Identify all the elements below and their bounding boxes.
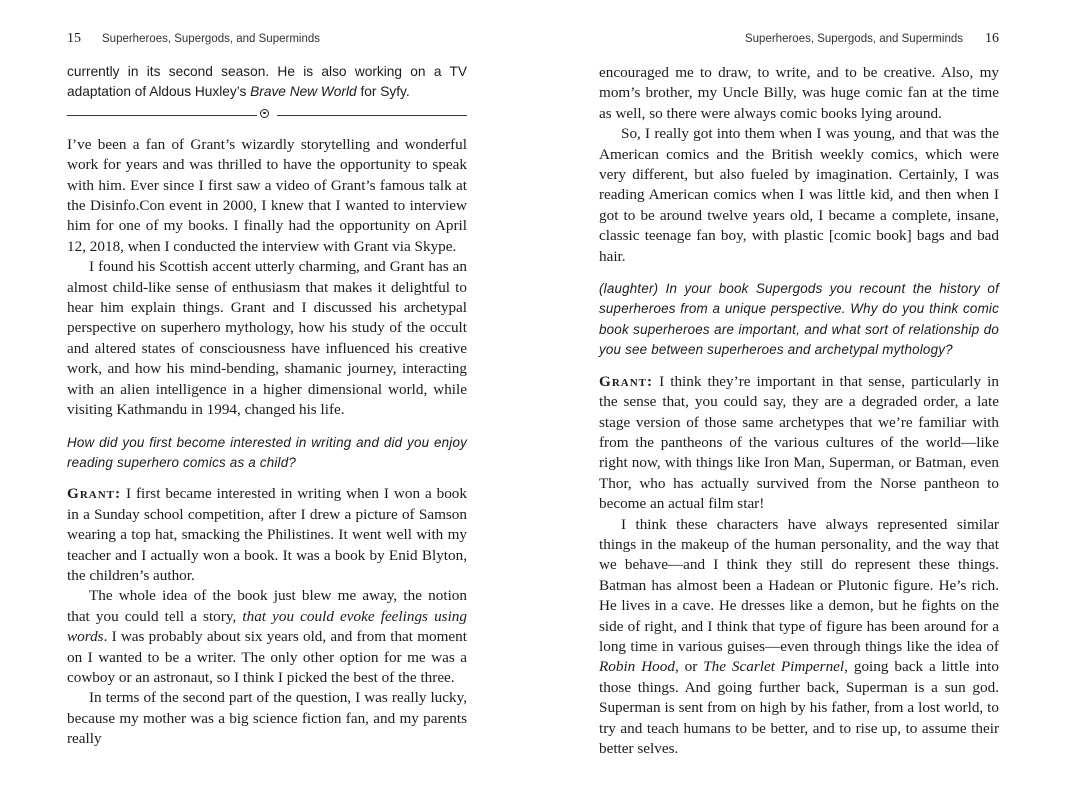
left-running-head bbox=[67, 31, 320, 49]
answer-2-emphasis: that you could evoke feelings using words bbox=[67, 607, 467, 646]
continued-paragraph-2: So, I really got into them when I was young, and that was the American comics and the British weekly comics, which were very different, but also fueled by imagination. Certainly, I was reading American comics when I was little kid, and then when I got to be around twelve years old, I became a complete, insane, classic teenage fan boy, with plastic [comic book] bags and bad hair. bbox=[599, 125, 999, 265]
bio-title: Brave New World bbox=[250, 84, 357, 100]
intro-paragraph-1: I’ve been a fan of Grant’s wizardly storytelling and wonderful work for years and was thrilled to have the opportunity to speak with him. Ever since I first saw a video of Grant’s famous talk at the Disinfo.Con event in 2000, I knew that I wanted to interview him for one of my books. I finally had the opportunity on April 12, 2018, when I conducted the interview with Grant via Skype. bbox=[67, 135, 467, 255]
divider-line-right bbox=[277, 115, 467, 116]
right-page-number: 16 bbox=[985, 31, 999, 46]
section-divider bbox=[67, 109, 467, 123]
answer-5-start: I think these characters have always represented similar things in the makeup of the human personality, and the way that we behave—and I think they still do represent these things. Batman has almost been a Hadean or Plutonic figure. He’s rich. He lives in a cave. He dresses like a demon, but he fights on the side of right, and I think that type of figure has been around for a long time in various guises—even through things like the idea of bbox=[599, 515, 999, 655]
answer-paragraph-2 bbox=[67, 586, 467, 688]
robin-hood-title: Robin Hood bbox=[599, 658, 675, 676]
answer-text: I think they’re important in that sense, particularly in the sense that, you could say, they are a degraded order, a late stage version of those same archetypes that we’re familiar with from the pantheons of the various cultures of the world—like right now, with things like Iron Man, Superman, or Batman, even Thor, who has actually survived from the Norse pantheon to become an actual film star! bbox=[599, 372, 999, 513]
left-running-title: Superheroes, Supergods, and Superminds bbox=[102, 33, 321, 45]
answer-text: I first became interested in writing when I won a book in a Sunday school competition, after I drew a picture of Samson wearing a top hat, smacking the Philistines. It went well with my teacher and I actually won a book. It was a book by Enid Blyton, the children’s author. bbox=[67, 485, 467, 584]
scarlet-pimpernel-title: The Scarlet Pimpernel bbox=[703, 658, 845, 676]
divider-ornament-icon bbox=[260, 109, 269, 118]
interview-question-2: (laughter) In your book Supergods you recount the history of superheroes from a unique perspective. Why do you think comic book superheroes are important, and what sort of relationship do you see between superheroes and archetypal mythology? bbox=[599, 281, 999, 358]
left-text-column bbox=[67, 62, 467, 750]
answer-paragraph-1 bbox=[67, 484, 467, 586]
speaker-label: Grant: bbox=[599, 372, 654, 390]
intro-paragraph-2: I found his Scottish accent utterly charming, and Grant has an almost child-like sense of enthusiasm that makes it delightful to hear him explain things. Grant and I discussed his archetypal perspective on superhero mythology, how his study of the occult and altered states of consciousness have influenced his creative work, and how his mind-bending, shamanic journey, interacting with an alien intelligence in a higher dimensional world, while visiting Kathmandu in 1994, changed his life. bbox=[67, 258, 467, 419]
right-running-head bbox=[745, 31, 999, 49]
answer-5-end: , going back a little into those things. And going further back, Superman is a sun god. Superman is sent from on high by his father, from a lost world, to try and teach humans to be better, and to rise up, to assume their better selves. bbox=[599, 658, 999, 757]
interview-question-1: How did you first become interested in writing and did you enjoy reading superhero comics as a child? bbox=[67, 434, 467, 470]
divider-line-left bbox=[67, 115, 257, 116]
answer-paragraph-3: In terms of the second part of the question, I was really lucky, because my mother was a big science fiction fan, and my parents really bbox=[67, 689, 467, 748]
answer-paragraph-4 bbox=[599, 372, 999, 515]
right-text-column bbox=[599, 63, 999, 759]
bio-end: for Syfy. bbox=[356, 84, 410, 100]
answer-2-start: The whole idea of the book just blew me away, the notion that you could tell a story, bbox=[67, 587, 467, 625]
left-page-number: 15 bbox=[67, 31, 81, 46]
right-running-title: Superheroes, Supergods, and Superminds bbox=[744, 33, 963, 45]
answer-5-mid: , or bbox=[674, 658, 704, 676]
speaker-label: Grant: bbox=[67, 485, 122, 503]
continued-paragraph-1: encouraged me to draw, to write, and to be creative. Also, my mom’s brother, my Uncle Billy, was huge comic fan at the time as well, so there were always comic books lying around. bbox=[599, 64, 999, 122]
author-bio-continued bbox=[67, 62, 467, 103]
answer-2-end: . I was probably about six years old, and from that moment on I wanted to be a writer. The only other option for me was a cowboy or an astronaut, so I think I picked the best of the three. bbox=[67, 628, 467, 686]
answer-paragraph-5 bbox=[599, 515, 999, 760]
bio-text: currently in its second season. He is also working on a TV adaptation of Aldous Huxley’s bbox=[67, 64, 467, 100]
right-page bbox=[533, 0, 1066, 800]
